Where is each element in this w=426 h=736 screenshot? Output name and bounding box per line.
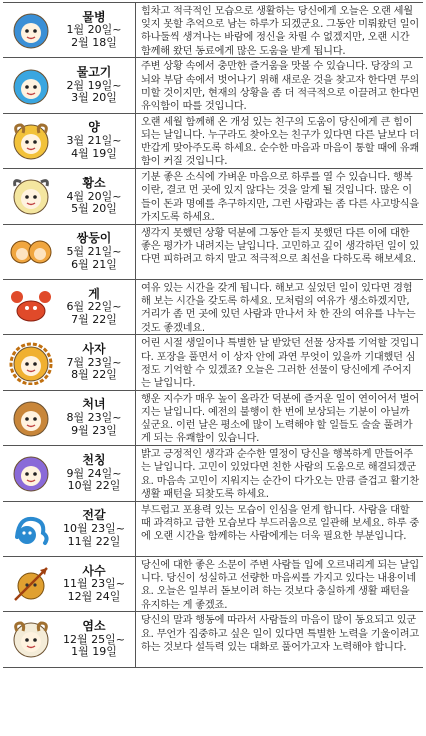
gemini-icon [9,230,53,274]
sign-meta [53,177,135,216]
sign-info [3,391,135,445]
scorpio-icon [9,507,53,551]
fortune-text: 기분 좋은 소식에 가벼운 마음으로 하루를 열 수 있습니다. 행복이란, 결코 먼 곳에 있지 않다는 것을 알게 될 것입니다. 많은 이들이 돈과 명예를 추구하지만, 그런 사람과는 좀 다른 사고방식을 가지도록 하세요. [135,169,423,223]
horoscope-row-2 [3,58,423,113]
fortune-text: 여유 있는 시간을 갖게 됩니다. 해보고 싶었던 일이 있다면 경험해 보는 시간을 갖도록 하세요. 모처럼의 여유가 생소하겠지만, 거리가 좀 먼 곳에 있던 사람과 만나서 차 한 잔의 여유를 나누는 것도 좋겠네요. [135,280,423,334]
sign-date-to: 1월 19일 [71,645,117,659]
sign-name: 쌍둥이 [76,231,112,246]
horoscope-table [3,2,423,668]
sign-date-from: 5월 21일~ [66,245,122,259]
sign-date-from: 10월 23일~ [63,521,125,535]
sign-name: 천칭 [82,452,106,467]
sign-date-to: 2월 18일 [71,36,117,50]
sign-info [3,3,135,57]
sign-meta [53,288,135,327]
sign-info [3,280,135,334]
aquarius-icon [9,8,53,52]
libra-icon [9,451,53,495]
sign-date-to: 8월 22일 [71,368,117,382]
sign-date-from: 7월 23일~ [66,355,122,369]
sign-date-to: 7월 22일 [71,313,117,327]
fortune-text: 오랜 세월 함께해 온 개성 있는 친구의 도움이 당신에게 큰 힘이 되는 날입니다. 누구라도 찾아오는 친구가 있다면 다른 날보다 더 반갑게 맞아주도록 하세요. 순수한 마음과 마음이 통할 때에 유쾌함이 커질 것입니다. [135,114,423,168]
horoscope-row-11 [3,557,423,612]
sign-meta [53,66,135,105]
sign-meta [53,509,135,548]
sign-meta [53,11,135,50]
fortune-text: 부드럽고 포용력 있는 모습이 인심을 얻게 합니다. 사람을 대할 때 과격하고 급한 모습보다 부드러움으로 일관해 보세요. 하루 중에 오랜 시간을 함께하는 사람에게는 더욱 필요한 부분입니다. [135,502,423,556]
sign-date-from: 8월 23일~ [66,411,122,425]
fortune-text: 어린 시절 생일이나 특별한 날 받았던 선물 상자를 기억할 것입니다. 포장을 풀면서 이 상자 안에 과연 무엇이 있을까 기대했던 심정도 기억할 수 있겠죠? 오늘은 그러한 선물이 당신에게 주어지는 날입니다. [135,335,423,389]
sign-info [3,225,135,279]
capricorn-icon [9,617,53,661]
fortune-text: 당신의 말과 행동에 따라서 사람들의 마음이 많이 동요되고 있군요. 무언가 집중하고 싶은 일이 있다면 특별한 노력을 기울이려고 하는 것보다 설득력 있는 대화로 풀어가고자 노력해야 합니다. [135,612,423,666]
horoscope-row-8 [3,391,423,446]
sign-info [3,446,135,500]
sign-name: 전갈 [82,508,106,523]
sign-meta [53,398,135,437]
horoscope-row-9 [3,446,423,501]
sign-date-to: 12월 24일 [67,590,121,603]
horoscope-row-12 [3,612,423,667]
sign-name: 처녀 [82,397,106,412]
sign-date-to: 3월 20일 [71,91,117,105]
sign-name: 염소 [82,618,106,633]
sign-info [3,557,135,611]
sign-date-from: 2월 19일~ [66,78,122,92]
fortune-text: 생각지 못했던 상황 덕분에 그동안 듣지 못했던 다른 이에 대한 좋은 평가가 내려지는 날입니다. 고민하고 깊이 생각하던 일이 있다면 피하려고 하지 말고 적극적으로 최선을 다하도록 해보세요. [135,225,423,279]
sign-date-from: 9월 24일~ [66,466,122,480]
horoscope-row-3 [3,114,423,169]
sign-name: 양 [88,120,100,135]
sign-date-to: 5월 20일 [71,202,117,216]
sign-meta [53,565,135,604]
sign-info [3,502,135,556]
sagittarius-icon [9,562,53,606]
sign-meta [53,454,135,493]
fortune-text: 행운 지수가 매우 높이 올라간 덕분에 즐거운 일이 연이어서 벌어지는 날입니다. 예전의 불행이 한 번에 보상되는 기분이 아닐까 싶군요. 이런 날은 평소에 많이 노력해야 할 일들도 술술 풀려가게 되는 유쾌함이 있습니다. [135,391,423,445]
sign-name: 사수 [82,563,106,578]
sign-name: 물고기 [76,65,112,80]
aries-icon [9,119,53,163]
sign-date-to: 10월 22일 [67,479,121,493]
sign-name: 물병 [82,9,106,24]
horoscope-row-6 [3,280,423,335]
sign-info [3,335,135,389]
sign-meta [53,121,135,160]
sign-date-to: 9월 23일 [71,423,117,437]
sign-info [3,114,135,168]
sign-date-to: 4월 19일 [71,146,117,160]
sign-date-from: 3월 21일~ [66,134,122,148]
sign-name: 사자 [82,342,106,356]
sign-date-from: 6월 22일~ [66,300,122,314]
sign-name: 황소 [82,175,106,190]
fortune-text: 밝고 긍정적인 생각과 순수한 열정이 당신을 행복하게 만들어주는 날입니다. 고민이 있었다면 친한 사람의 도움으로 해결되겠군요. 마음속 고민이 지워지는 순간이 다가오는 만큼 즐겁고 활기찬 생활 패턴을 되찾도록 하세요. [135,446,423,500]
leo-icon [9,341,53,385]
virgo-icon [9,396,53,440]
sign-meta [53,232,135,271]
pisces-icon [9,64,53,108]
sign-info [3,169,135,223]
sign-info [3,612,135,666]
horoscope-row-1 [3,3,423,58]
horoscope-row-7 [3,335,423,390]
sign-date-to: 11월 22일 [67,534,121,548]
sign-date-to: 6월 21일 [71,257,117,271]
fortune-text: 힘차고 적극적인 모습으로 생활하는 당신에게 오늘은 오랜 세월 잊지 못할 추억으로 남는 하루가 되겠군요. 그동안 미뤄왔던 일이 하나둘씩 생겨나는 바람에 정신을 차릴 수 없겠지만, 오랜 시간 함께해 왔던 동료에게 많은 도움을 받게 됩니다. [135,3,423,57]
horoscope-row-5 [3,225,423,280]
sign-name: 게 [88,286,100,301]
horoscope-row-10 [3,502,423,557]
sign-date-from: 12월 25일~ [63,632,125,646]
sign-date-from: 11월 23일~ [63,577,125,591]
taurus-icon [9,174,53,218]
sign-date-from: 4월 20일~ [66,189,122,203]
sign-meta [53,343,135,382]
fortune-text: 주변 상황 속에서 충만한 즐거움을 맛볼 수 있습니다. 당장의 고뇌와 부담 속에서 벗어나기 위해 새로운 것을 찾고자 한다면 무의미할 것이지만, 현재의 상황을 좀 더 적극적으로 이끌려고 한다면 유익함이 따를 것입니다. [135,58,423,112]
sign-meta [53,620,135,659]
horoscope-row-4 [3,169,423,224]
sign-date-from: 1월 20일~ [66,23,122,37]
sign-info [3,58,135,112]
fortune-text: 당신에 대한 좋은 소문이 주변 사람들 입에 오르내리게 되는 날입니다. 당신이 성실하고 선량한 마음씨를 가지고 있다는 내용이네요. 오늘은 일부러 돋보이려 하는 것보다 충실하게 생활 패턴을 유지하는 게 좋겠죠. [135,557,423,611]
cancer-icon [9,285,53,329]
